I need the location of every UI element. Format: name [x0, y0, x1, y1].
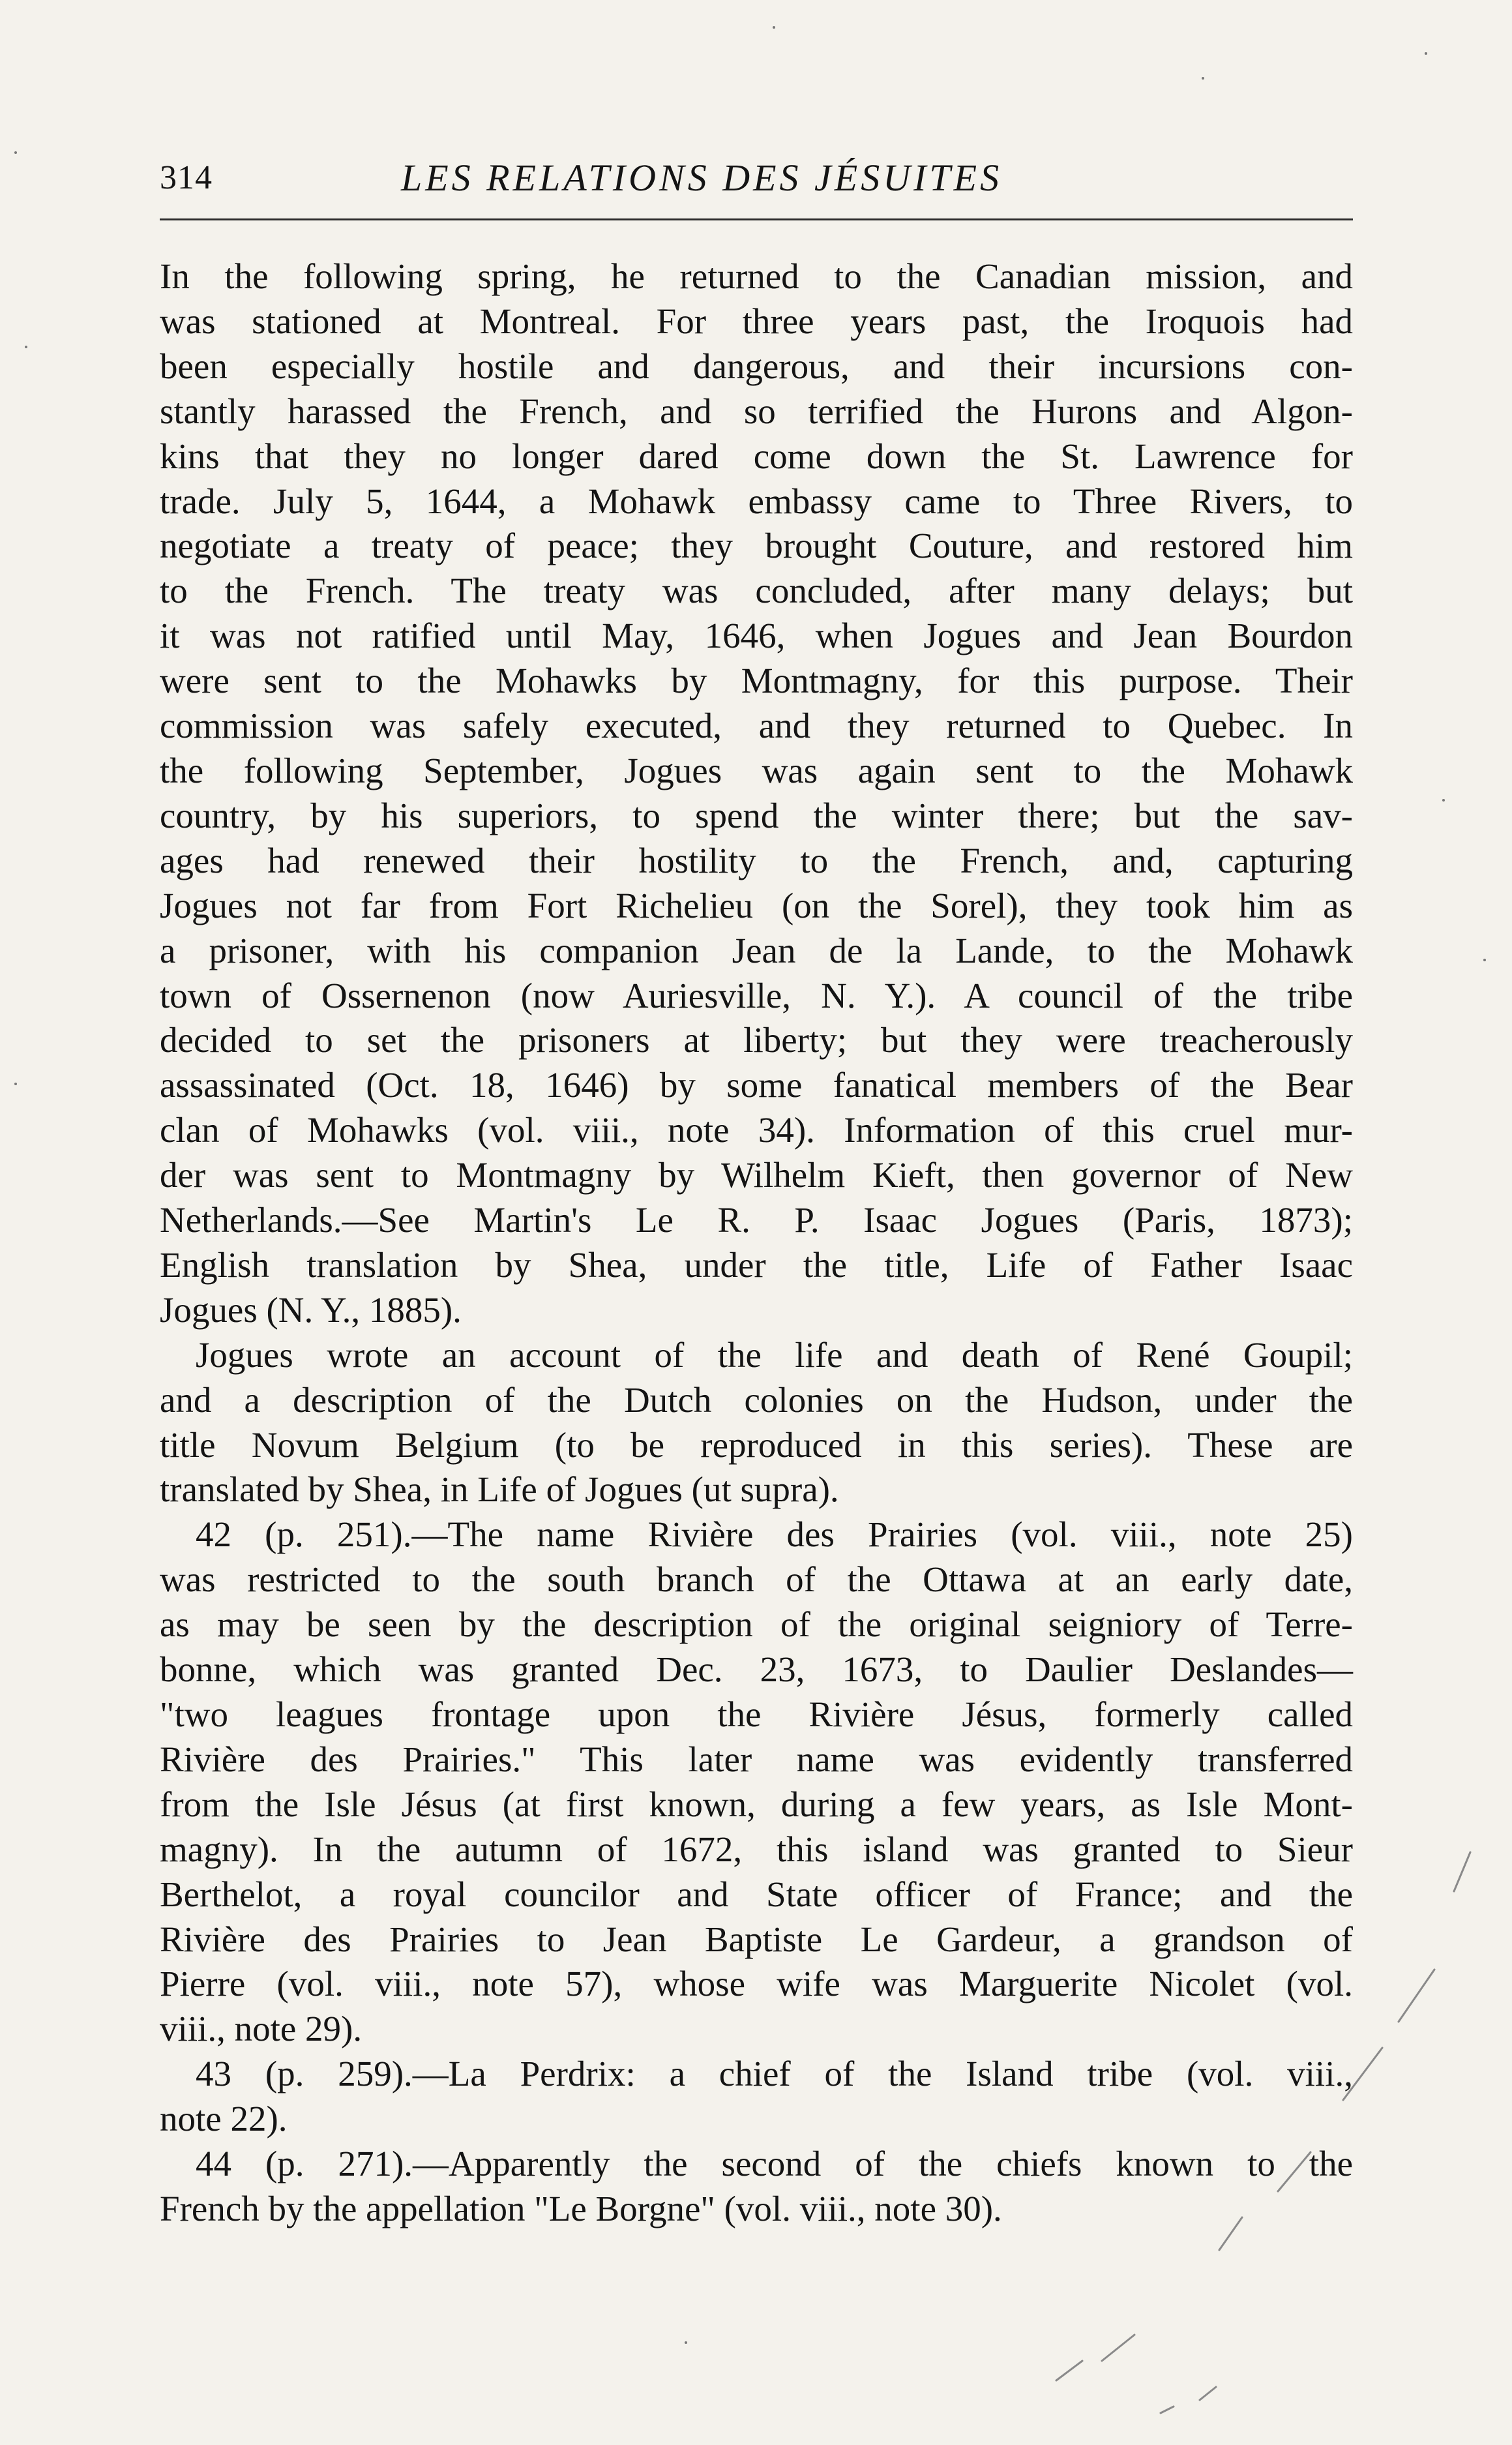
text-line: as may be seen by the description of the original seigniory of Terre- [160, 1604, 1353, 1645]
text-line: French by the appellation "Le Borgne" (vol. viii., note 30). [160, 2188, 1002, 2228]
text-line: Berthelot, a royal councilor and State officer of France; and the [160, 1874, 1353, 1914]
text-line: assassinated (Oct. 18, 1646) by some fanatical members of the Bear [160, 1065, 1353, 1105]
text-line: trade. July 5, 1644, a Mohawk embassy came to Three Rivers, to [160, 481, 1353, 521]
text-line: "two leagues frontage upon the Rivière Jésus, formerly called [160, 1694, 1353, 1734]
text-line: kins that they no longer dared come down the St. Lawrence for [160, 436, 1353, 476]
text-line: the following September, Jogues was again sent to the Mohawk [160, 750, 1353, 790]
page-number: 314 [160, 159, 213, 196]
text-line: title Novum Belgium (to be reproduced in this series). These are [160, 1424, 1353, 1465]
text-line: Jogues (N. Y., 1885). [160, 1289, 462, 1330]
note-42 [160, 1512, 1353, 2052]
text-line: it was not ratified until May, 1646, when Jogues and Jean Bourdon [160, 616, 1353, 656]
text-line: Jogues not far from Fort Richelieu (on the Sorel), they took him as [160, 885, 1353, 925]
text-line: English translation by Shea, under the title, Life of Father Isaac [160, 1244, 1353, 1285]
text-line: 42 (p. 251).—The name Rivière des Prairies (vol. viii., note 25) [196, 1514, 1353, 1555]
text-line: negotiate a treaty of peace; they brought Couture, and restored him [160, 526, 1353, 566]
text-line: note 22). [160, 2099, 288, 2139]
text-line: been especially hostile and dangerous, and their incursions con- [160, 346, 1353, 386]
running-head: LES RELATIONS DES JÉSUITES [401, 157, 1003, 199]
text-line: der was sent to Montmagny by Wilhelm Kieft, then governor of New [160, 1155, 1353, 1195]
text-line: commission was safely executed, and they returned to Quebec. In [160, 706, 1353, 746]
text-line: town of Ossernenon (now Auriesville, N. Y.). A council of the tribe [160, 975, 1353, 1015]
text-line: Rivière des Prairies to Jean Baptiste Le Gardeur, a grandson of [160, 1919, 1353, 1959]
text-line: 43 (p. 259).—La Perdrix: a chief of the Island tribe (vol. viii., [196, 2054, 1353, 2094]
text-line: a prisoner, with his companion Jean de la Lande, to the Mohawk [160, 930, 1353, 970]
note-44 [160, 2142, 1353, 2232]
text-line: translated by Shea, in Life of Jogues (ut supra). [160, 1469, 839, 1510]
text-line: from the Isle Jésus (at first known, during a few years, as Isle Mont- [160, 1784, 1353, 1824]
text-line: Rivière des Prairies." This later name was evidently transferred [160, 1739, 1353, 1779]
paragraph-jogues-biography [160, 254, 1353, 1333]
text-line: Jogues wrote an account of the life and death of René Goupil; [196, 1334, 1353, 1375]
text-line: 44 (p. 271).—Apparently the second of the chiefs known to the [196, 2144, 1353, 2184]
header-rule [160, 218, 1353, 220]
text-line: Pierre (vol. viii., note 57), whose wife was Marguerite Nicolet (vol. [160, 1964, 1353, 2004]
text-line: bonne, which was granted Dec. 23, 1673, to Daulier Deslandes— [160, 1649, 1353, 1690]
page-body [160, 254, 1353, 2232]
text-line: were sent to the Mohawks by Montmagny, for this purpose. Their [160, 661, 1353, 701]
text-line: and a description of the Dutch colonies on the Hudson, under the [160, 1379, 1353, 1420]
text-line: decided to set the prisoners at liberty; but they were treacherously [160, 1020, 1353, 1060]
text-line: was stationed at Montreal. For three years past, the Iroquois had [160, 301, 1353, 341]
text-line: In the following spring, he returned to the Canadian mission, and [160, 256, 1353, 296]
note-43 [160, 2052, 1353, 2142]
text-line: viii., note 29). [160, 2009, 363, 2049]
text-line: clan of Mohawks (vol. viii., note 34). Information of this cruel mur- [160, 1110, 1353, 1150]
text-line: to the French. The treaty was concluded, after many delays; but [160, 571, 1353, 611]
text-line: stantly harassed the French, and so terrified the Hurons and Algon- [160, 391, 1353, 431]
text-line: Netherlands.—See Martin's Le R. P. Isaac Jogues (Paris, 1873); [160, 1200, 1353, 1240]
page-header [160, 149, 1353, 207]
paragraph-jogues-writings [160, 1333, 1353, 1513]
text-line: country, by his superiors, to spend the winter there; but the sav- [160, 795, 1353, 835]
text-line: magny). In the autumn of 1672, this island was granted to Sieur [160, 1829, 1353, 1869]
text-line: was restricted to the south branch of the Ottawa at an early date, [160, 1559, 1353, 1600]
text-line: ages had renewed their hostility to the French, and, capturing [160, 840, 1353, 880]
